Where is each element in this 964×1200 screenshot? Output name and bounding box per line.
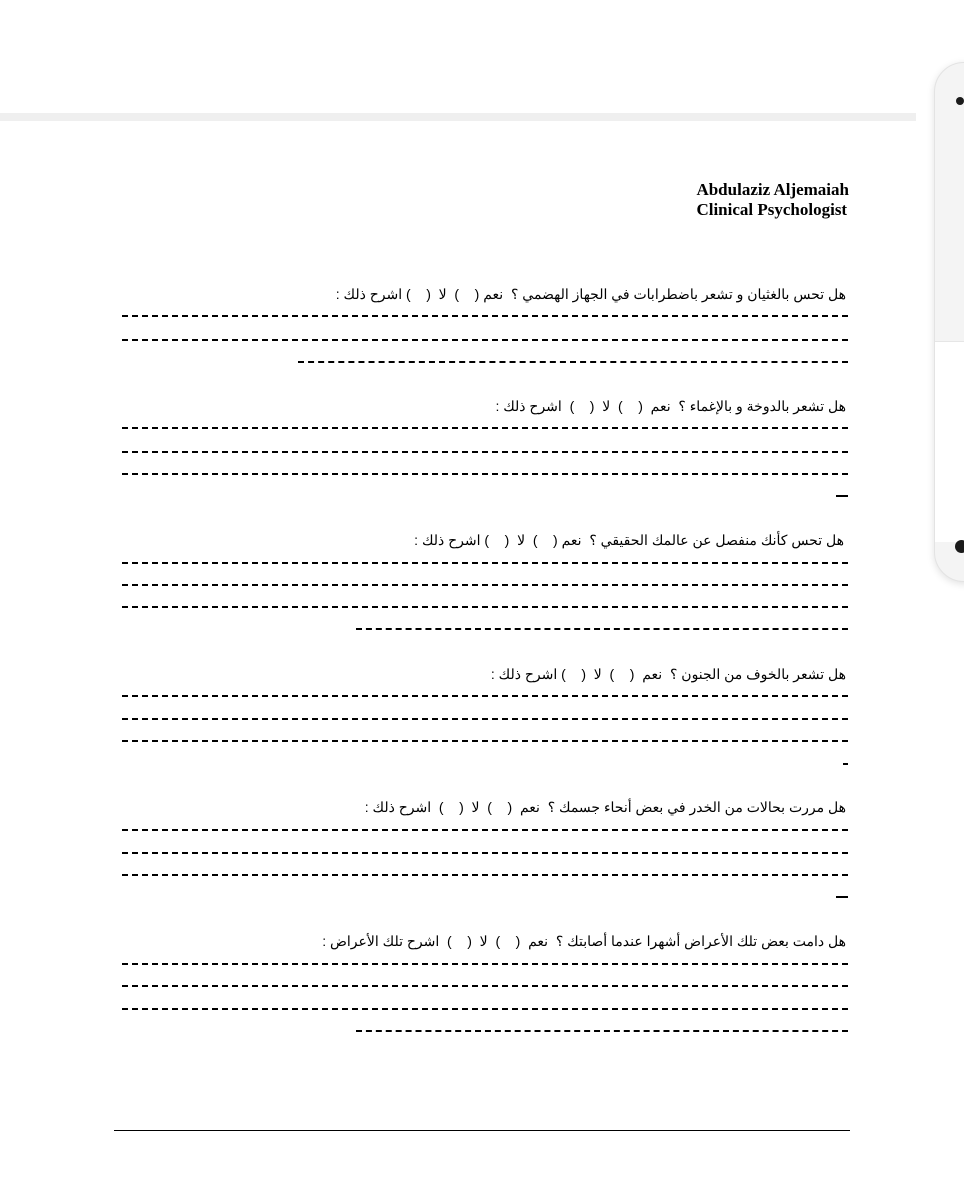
answer-line[interactable] [122, 339, 848, 341]
answer-line[interactable] [122, 718, 848, 720]
answer-line[interactable] [356, 1030, 848, 1032]
question-4: هل تشعر بالخوف من الجنون ؟ نعم ( ) لا ( ) اشرح ذلك : [490, 666, 846, 682]
question-2: هل تشعر بالدوخة و بالإغماء ؟ نعم ( ) لا ( ) اشرح ذلك : [495, 398, 846, 414]
answer-line[interactable] [836, 495, 848, 497]
question-1: هل تحس بالغثيان و تشعر باضطرابات في الجهاز الهضمي ؟ نعم ( ) لا ( ) اشرح ذلك : [335, 286, 846, 302]
answer-line[interactable] [122, 606, 848, 608]
footer-divider [114, 1130, 850, 1131]
answer-line[interactable] [122, 315, 848, 317]
side-dot-bottom [955, 540, 964, 553]
answer-line[interactable] [122, 451, 848, 453]
answer-line[interactable] [122, 985, 848, 987]
answer-line[interactable] [122, 874, 848, 876]
question-3: هل تحس كأنك منفصل عن عالمك الحقيقي ؟ نعم ( ) لا ( ) اشرح ذلك : [414, 532, 844, 548]
author-title: Clinical Psychologist [696, 200, 848, 219]
side-dot-top [956, 97, 964, 105]
question-6: هل دامت بعض تلك الأعراض أشهرا عندما أصابتك ؟ نعم ( ) لا ( ) اشرح تلك الأعراض : [322, 933, 846, 949]
answer-line[interactable] [122, 1008, 848, 1010]
answer-line[interactable] [122, 584, 848, 586]
side-panel[interactable] [934, 62, 964, 582]
answer-line[interactable] [122, 695, 848, 697]
answer-line[interactable] [122, 473, 848, 475]
top-band [0, 113, 916, 121]
answer-line[interactable] [122, 829, 848, 831]
letterhead [696, 180, 849, 220]
answer-line[interactable] [122, 740, 848, 742]
answer-line[interactable] [122, 427, 848, 429]
author-name: Abdulaziz Aljemaiah [696, 180, 849, 199]
answer-line[interactable] [298, 361, 848, 363]
answer-line[interactable] [356, 628, 848, 630]
answer-line[interactable] [122, 562, 848, 564]
answer-line[interactable] [122, 963, 848, 965]
side-panel-inner [935, 341, 964, 542]
answer-line[interactable] [122, 852, 848, 854]
question-5: هل مررت بحالات من الخدر في بعض أنحاء جسمك ؟ نعم ( ) لا ( ) اشرح ذلك : [364, 799, 846, 815]
answer-line[interactable] [843, 763, 848, 765]
answer-line[interactable] [836, 896, 848, 898]
